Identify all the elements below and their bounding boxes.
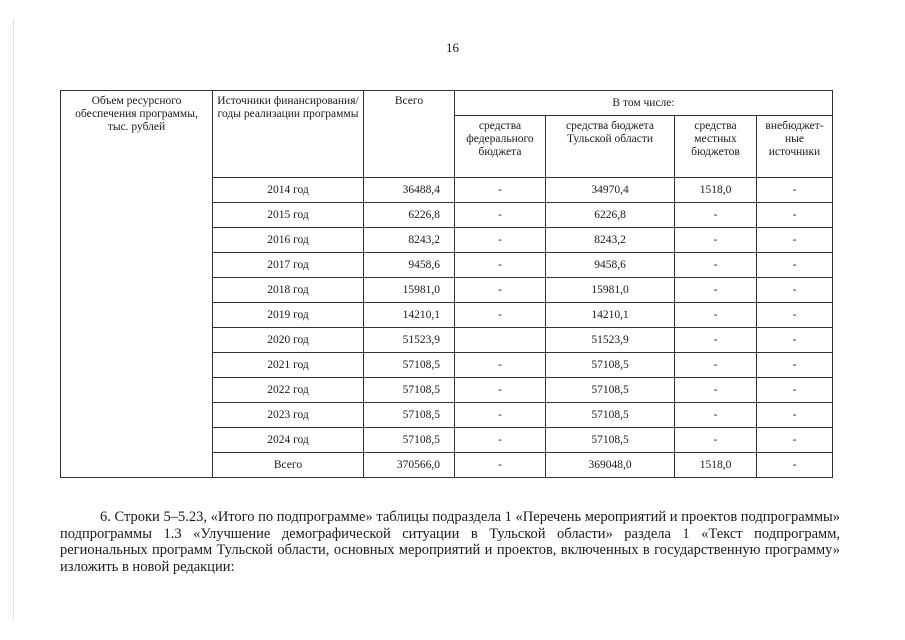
cell-region: 14210,1	[546, 303, 675, 328]
cell-federal: -	[455, 178, 546, 203]
cell-region: 57108,5	[546, 403, 675, 428]
cell-local: -	[675, 353, 757, 378]
cell-year: 2024 год	[213, 428, 364, 453]
cell-region: 51523,9	[546, 328, 675, 353]
header-total: Всего	[364, 91, 455, 178]
header-sources: Источники финансирования/годы реализации программы	[213, 91, 364, 178]
cell-total: 57108,5	[364, 403, 455, 428]
cell-federal: -	[455, 228, 546, 253]
cell-federal: -	[455, 303, 546, 328]
cell-federal: -	[455, 253, 546, 278]
cell-region: 6226,8	[546, 203, 675, 228]
cell-region: 369048,0	[546, 453, 675, 478]
cell-extrabudget: -	[757, 403, 833, 428]
cell-local: -	[675, 378, 757, 403]
cell-region: 9458,6	[546, 253, 675, 278]
cell-federal	[455, 328, 546, 353]
cell-region: 57108,5	[546, 353, 675, 378]
cell-local: -	[675, 428, 757, 453]
cell-region: 34970,4	[546, 178, 675, 203]
header-including: В том числе:	[455, 91, 833, 116]
header-local: средства местных бюджетов	[675, 116, 757, 178]
cell-federal: -	[455, 278, 546, 303]
header-extrabudget: внебюджет-ные источники	[757, 116, 833, 178]
cell-year: 2015 год	[213, 203, 364, 228]
body-paragraph: 6. Строки 5–5.23, «Итого по подпрограмме» таблицы подраздела 1 «Перечень мероприятий и проектов подпрограммы» подпрограммы 1.3 «Улучшение демографической ситуации в Тульской области» раздела 1 «Текст подпрограмм, региональных программ Тульской области, основных мероприятий и проектов, включенных в государственную программу» изложить в новой редакции:	[60, 509, 840, 575]
cell-local: 1518,0	[675, 178, 757, 203]
cell-year: 2014 год	[213, 178, 364, 203]
cell-local: -	[675, 278, 757, 303]
cell-year: 2023 год	[213, 403, 364, 428]
cell-local: -	[675, 228, 757, 253]
cell-local: -	[675, 203, 757, 228]
cell-extrabudget: -	[757, 428, 833, 453]
cell-local: 1518,0	[675, 453, 757, 478]
cell-federal: -	[455, 203, 546, 228]
cell-extrabudget: -	[757, 278, 833, 303]
cell-extrabudget: -	[757, 353, 833, 378]
cell-total: 6226,8	[364, 203, 455, 228]
cell-total: 57108,5	[364, 428, 455, 453]
page-number: 16	[446, 40, 459, 55]
cell-year: 2020 год	[213, 328, 364, 353]
cell-local: -	[675, 328, 757, 353]
cell-federal: -	[455, 353, 546, 378]
cell-total: 51523,9	[364, 328, 455, 353]
cell-federal: -	[455, 428, 546, 453]
cell-extrabudget: -	[757, 378, 833, 403]
cell-year: Всего	[213, 453, 364, 478]
cell-year: 2019 год	[213, 303, 364, 328]
cell-total: 36488,4	[364, 178, 455, 203]
cell-total: 57108,5	[364, 378, 455, 403]
cell-extrabudget: -	[757, 453, 833, 478]
cell-total: 15981,0	[364, 278, 455, 303]
cell-total: 14210,1	[364, 303, 455, 328]
cell-region: 8243,2	[546, 228, 675, 253]
header-federal: средства федерального бюджета	[455, 116, 546, 178]
cell-federal: -	[455, 453, 546, 478]
cell-year: 2018 год	[213, 278, 364, 303]
financing-table	[60, 90, 833, 478]
cell-extrabudget: -	[757, 178, 833, 203]
cell-local: -	[675, 403, 757, 428]
cell-year: 2016 год	[213, 228, 364, 253]
cell-extrabudget: -	[757, 203, 833, 228]
cell-extrabudget: -	[757, 328, 833, 353]
cell-total: 57108,5	[364, 353, 455, 378]
cell-extrabudget: -	[757, 253, 833, 278]
cell-federal: -	[455, 378, 546, 403]
cell-federal: -	[455, 403, 546, 428]
cell-total: 8243,2	[364, 228, 455, 253]
margin-dots	[13, 20, 18, 620]
cell-region: 57108,5	[546, 428, 675, 453]
header-resource-volume: Объем ресурсного обеспечения программы, тыс. рублей	[61, 91, 213, 478]
cell-total: 9458,6	[364, 253, 455, 278]
cell-region: 15981,0	[546, 278, 675, 303]
cell-region: 57108,5	[546, 378, 675, 403]
cell-extrabudget: -	[757, 228, 833, 253]
cell-year: 2021 год	[213, 353, 364, 378]
cell-extrabudget: -	[757, 303, 833, 328]
cell-local: -	[675, 303, 757, 328]
cell-local: -	[675, 253, 757, 278]
cell-year: 2022 год	[213, 378, 364, 403]
header-region: средства бюджета Тульской области	[546, 116, 675, 178]
cell-year: 2017 год	[213, 253, 364, 278]
cell-total: 370566,0	[364, 453, 455, 478]
